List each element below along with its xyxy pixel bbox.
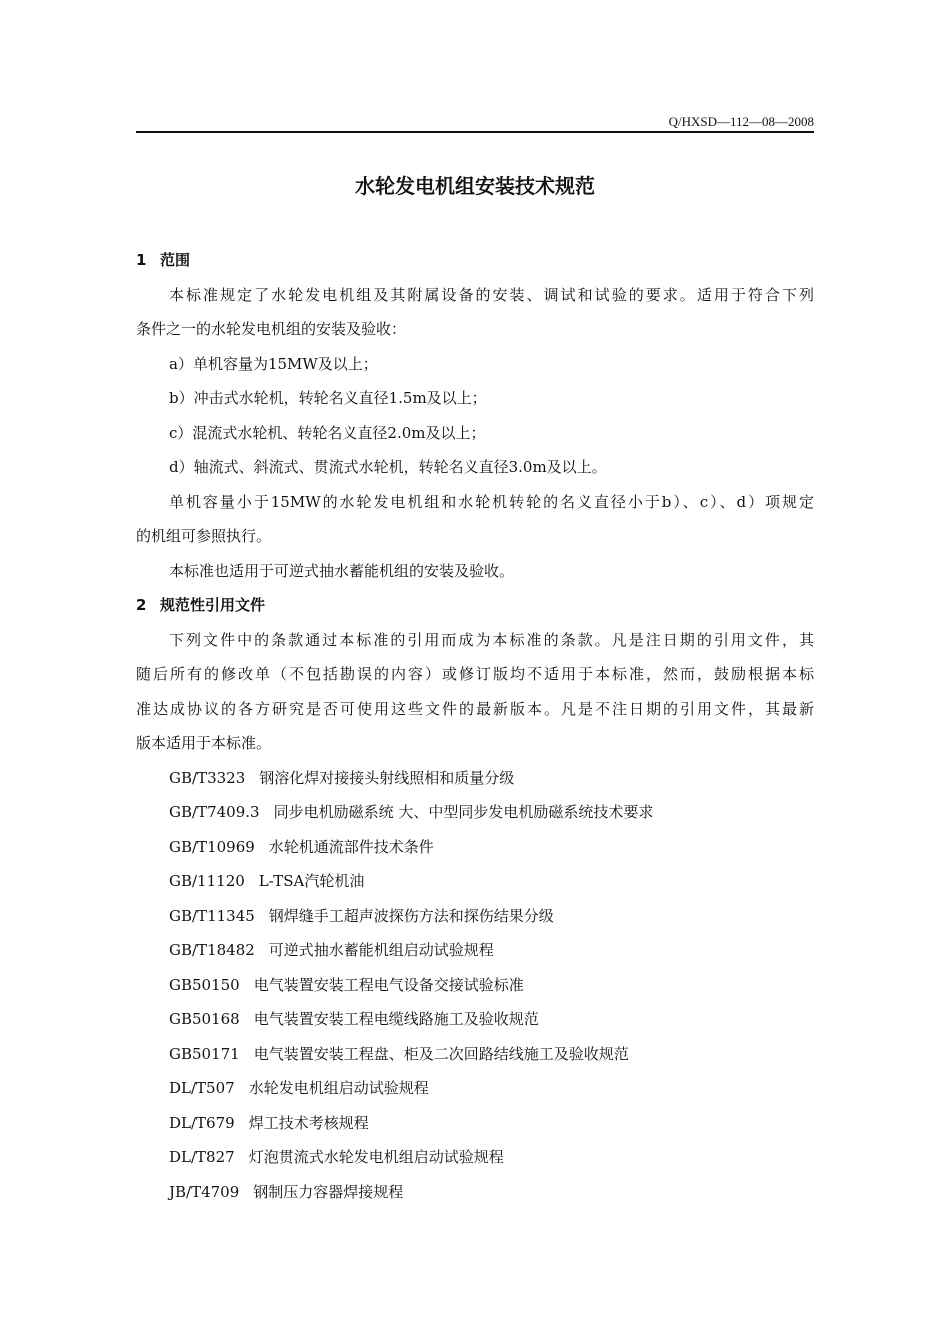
reference-item [136, 1071, 814, 1106]
paragraph-line: 的机组可参照执行。 [136, 527, 272, 545]
reference-code: GB/T10969 [169, 837, 255, 856]
reference-item [136, 968, 814, 1003]
reference-item [136, 830, 814, 865]
reference-item [136, 1175, 814, 1210]
document-code: Q/HXSD—112—08—2008 [668, 114, 814, 129]
list-item: d）轴流式、斜流式、贯流式水轮机，转轮名义直径3.0m及以上。 [169, 458, 607, 476]
section-1-heading [136, 243, 814, 278]
paragraph-line: 准达成协议的各方研究是否可使用这些文件的最新版本。凡是不注日期的引用文件，其最新 [136, 699, 814, 718]
document-body [136, 243, 814, 1209]
reference-title: 焊工技术考核规程 [248, 1113, 369, 1132]
header-rule [136, 131, 814, 133]
reference-title: 同步电机励磁系统 大、中型同步发电机励磁系统技术要求 [273, 803, 654, 821]
reference-title: 水轮机通流部件技术条件 [268, 837, 434, 856]
reference-item [136, 864, 814, 899]
section-number: 2 [136, 596, 147, 614]
paragraph-line: 条件之一的水轮发电机组的安装及验收： [136, 320, 407, 338]
reference-code: GB/T3323 [169, 768, 246, 787]
reference-title: 钢制压力容器焊接规程 [253, 1182, 404, 1201]
reference-title: 水轮发电机组启动试验规程 [248, 1079, 429, 1097]
reference-item [136, 1140, 814, 1175]
section-title: 规范性引用文件 [160, 596, 266, 614]
reference-code: JB/T4709 [169, 1182, 240, 1201]
paragraph-line: 随后所有的修改单（不包括勘误的内容）或修订版均不适用于本标准，然而，鼓励根据本标 [136, 665, 814, 683]
reference-code: GB50171 [169, 1044, 240, 1063]
list-item: b）冲击式水轮机，转轮名义直径1.5m及以上； [169, 389, 487, 407]
section-number: 1 [136, 251, 147, 269]
reference-item [136, 1002, 814, 1037]
reference-title: 钢焊缝手工超声波探伤方法和探伤结果分级 [268, 906, 554, 925]
reference-code: GB/T18482 [169, 941, 255, 959]
reference-title: 电气装置安装工程电气设备交接试验标准 [253, 975, 524, 994]
reference-item [136, 1037, 814, 1072]
reference-code: GB50168 [169, 1010, 240, 1028]
reference-code: DL/T507 [169, 1079, 235, 1097]
section-2-heading [136, 588, 814, 623]
list-item: a）单机容量为15MW及以上； [169, 354, 378, 373]
reference-item [136, 899, 814, 934]
paragraph-line: 单机容量小于15MW的水轮发电机组和水轮机转轮的名义直径小于b）、c）、d）项规定 [169, 492, 814, 511]
paragraph-line: 下列文件中的条款通过本标准的引用而成为本标准的条款。凡是注日期的引用文件，其 [169, 630, 814, 649]
list-item: c）混流式水轮机、转轮名义直径2.0m及以上； [169, 423, 486, 442]
reference-title: 电气装置安装工程电缆线路施工及验收规范 [253, 1010, 539, 1028]
document-title: 水轮发电机组安装技术规范 [355, 174, 595, 198]
reference-code: GB/11120 [169, 872, 245, 890]
paragraph-line: 本标准也适用于可逆式抽水蓄能机组的安装及验收。 [169, 561, 515, 580]
reference-code: GB/T7409.3 [169, 803, 260, 821]
reference-code: DL/T679 [169, 1113, 235, 1132]
reference-title: 电气装置安装工程盘、柜及二次回路结线施工及验收规范 [253, 1044, 629, 1063]
reference-item [136, 1106, 814, 1141]
paragraph-line: 本标准规定了水轮发电机组及其附属设备的安装、调试和试验的要求。适用于符合下列 [169, 285, 814, 304]
reference-title: 灯泡贯流式水轮发电机组启动试验规程 [248, 1148, 504, 1166]
section-title: 范围 [160, 251, 191, 269]
reference-item [136, 933, 814, 968]
reference-item [136, 761, 814, 796]
reference-title: 可逆式抽水蓄能机组启动试验规程 [268, 941, 494, 959]
reference-code: DL/T827 [169, 1148, 235, 1166]
paragraph-line: 版本适用于本标准。 [136, 734, 272, 752]
reference-item [136, 795, 814, 830]
reference-title: 钢溶化焊对接接头射线照相和质量分级 [259, 768, 515, 787]
reference-code: GB50150 [169, 975, 240, 994]
reference-code: GB/T11345 [169, 906, 255, 925]
reference-title: L-TSA汽轮机油 [258, 872, 365, 890]
